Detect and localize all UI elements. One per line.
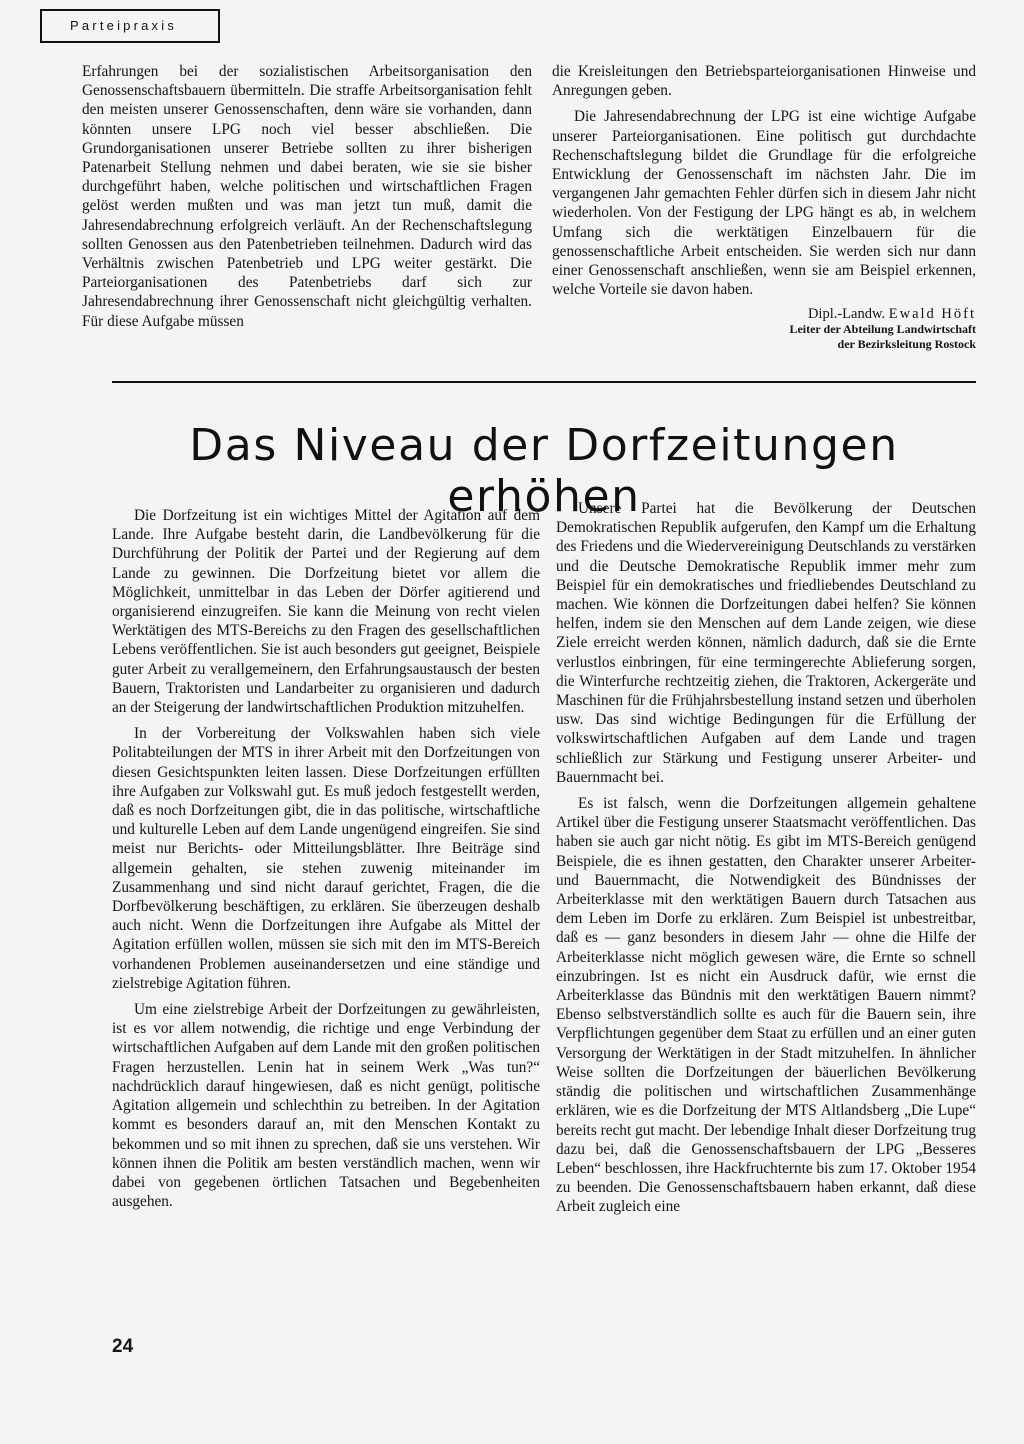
paragraph: Um eine zielstrebige Arbeit der Dorfzeitungen zu gewährleisten, ist es vor allem notwendig, die richtige und enge Verbindung der wirtschaftlichen Aufgaben auf dem Lande mit den großen politischen Fragen herzustellen. Lenin hat in seinem Werk „Was tun?“ nachdrücklich darauf hingewiesen, daß es nicht genügt, politische Agitation allgemein und schlechthin zu betreiben. In der Agitation kommt es besonders darauf an, mit den Menschen Kontakt zu bekommen und so mit ihnen zu sprechen, daß sie uns verstehen. Wir können ihnen die Politik am besten verständlich machen, wenn wir dabei von gegebenen örtlichen Tatsachen und Begebenheiten ausgehen. bbox=[112, 1001, 540, 1211]
article-headline: Das Niveau der Dorfzeitungen erhöhen bbox=[189, 420, 899, 522]
author-name-line bbox=[552, 306, 976, 322]
author-role-line2: der Bezirksleitung Rostock bbox=[837, 337, 976, 352]
article-right-column bbox=[556, 499, 976, 1224]
top-right-column bbox=[552, 62, 976, 352]
paragraph: Unsere Partei hat die Bevölkerung der Deutschen Demokratischen Republik aufgerufen, den Kampf um die Erhaltung des Friedens und die Wiedervereinigung Deutschlands zu verstärken und die Deutsche Demokratische Republik immer mehr zum Beispiel für ein demokratisches und friedliebendes Deutschland zu machen. Wie können die Dorfzeitungen dabei helfen? Sie können helfen, indem sie den Menschen auf dem Lande zeigen, wie diese Ziele erreicht werden können, nämlich dadurch, daß sie die Ernte verlustlos einbringen, für eine termingerechte Ablieferung sorgen, die Winterfurche rechtzeitig ziehen, die Traktoren, Ackergeräte und Maschinen für die Frühjahrsbestellung instand setzen und überholen usw. Das sind wichtige Bedingungen für die Erfüllung der volkswirtschaftlichen Aufgaben auf dem Lande und tragen schließlich zur Stärkung und Festigung unserer Arbeiter- und Bauernmacht bei. bbox=[556, 500, 976, 786]
author-role-line1: Leiter der Abteilung Landwirtschaft bbox=[789, 322, 976, 337]
author-signature bbox=[552, 306, 976, 352]
article-left-column bbox=[112, 506, 540, 1218]
section-divider bbox=[112, 381, 976, 383]
paragraph: Die Jahresendabrechnung der LPG ist eine wichtige Aufgabe unserer Parteiorganisationen. Eine politisch gut durchdachte Rechenschaftslegung bildet die Grundlage für die erfolgreiche Entwicklung der Genossenschaft im nächsten Jahr. Die im vergangenen Jahr gemachten Fehler dürfen sich in diesem Jahr nicht wiederholen. Von der Festigung der LPG hängt es ab, in welchem Umfang sich die werktätigen Einzelbauern für die genossenschaftliche Arbeit entscheiden. Sie werden sich nur dann einer Genossenschaft anschließen, wenn sie am Beispiel erkennen, welche Vorteile sie davon haben. bbox=[552, 108, 976, 299]
paragraph: Erfahrungen bei der sozialistischen Arbeitsorganisation den Genossenschaftsbauern übermitteln. Die straffe Arbeitsorganisation fehlt den meisten unserer Genossenschaften, denn wäre sie vorhanden, dann könnten unsere LPG noch viel besser abschließen. Die Grundorganisationen unserer Betriebe sollten zu ihrer bisherigen Patenarbeit Stellung nehmen und dabei beraten, wie sie sie bisher durchgeführt haben, welche politischen und wirtschaftlichen Fragen gelöst werden mußten und was man jetzt tun muß, damit die Jahresendabrechnung erfolgreich verläuft. An der Rechenschaftslegung sollten Genossen aus den Patenbetrieben teilnehmen. Dadurch wird das Verhältnis zwischen Patenbetrieb und LPG weiter gestärkt. Die Parteiorganisationen des Patenbetriebs darf sich zur Jahresendabrechnung ihrer Genossenschaft nicht gleichgültig verhalten. Für diese Aufgabe müssen bbox=[82, 63, 532, 330]
author-title: Dipl.-Landw. bbox=[807, 306, 886, 323]
top-left-column bbox=[82, 62, 532, 338]
paragraph: Es ist falsch, wenn die Dorfzeitungen allgemein gehaltene Artikel über die Festigung unserer Staatsmacht veröffentlichen. Das haben sie auch gar nicht nötig. Es gibt im MTS-Bereich genügend Beispiele, die es ihnen gestatten, den Charakter unserer Arbeiter- und Bauernmacht, die Notwendigkeit des Bündnisses der Arbeiterklasse mit den werktätigen Bauern durch Tatsachen aus dem Leben im Dorfe zu erklären. Zum Beispiel ist unbestreitbar, daß es — ganz besonders in diesem Jahr — ohne die Hilfe der Arbeiterklasse nicht möglich gewesen wäre, die Ernte so schnell einzubringen. Ist es nicht ein Ausdruck dafür, wie ernst die Arbeiterklasse das Bündnis mit den werktätigen Bauern nimmt? Ebenso selbstverständlich sollte es auch für die Bauern sein, ihre Verpflichtungen gegenüber dem Staat zu erfüllen und an einer guten Versorgung der Werktätigen in der Stadt mitzuhelfen. In ähnlicher Weise sollten die Dorfzeitungen der bäuerlichen Bevölkerung ständig die politischen und wirtschaftlichen Zusammenhänge erklären, wie es die Dorfzeitung der MTS Altlandsberg „Die Lupe“ bereits recht gut macht. Der lebendige Inhalt dieser Dorfzeitung trug dazu bei, daß die Genossenschaftsbauern der LPG „Besseres Leben“ beschlossen, ihre Hackfruchternte bis zum 17. Oktober 1954 zu beenden. Die Genossenschaftsbauern haben erkannt, daß diese Arbeit zugleich eine bbox=[556, 795, 976, 1216]
paragraph: In der Vorbereitung der Volkswahlen haben sich viele Politabteilungen der MTS in ihrer Arbeit mit den Dorfzeitungen von diesen Gesichtspunkten leiten lassen. Diese Dorfzeitungen erfüllten ihre Aufgaben zur Volkswahl gut. Es muß jedoch festgestellt werden, daß es noch Dorfzeitungen gibt, die in das politische, wirtschaftliche und kulturelle Leben auf dem Lande ungenügend eingreifen. Sie sind meist nur Berichts- oder Mitteilungsblätter. Ihre Beiträge sind allgemein gehalten, sie stehen zuwenig miteinander im Zusammenhang und sind nicht darauf gerichtet, Fragen, die die Dorfbevölkerung beschäftigen, zu erklären. Sie überzeugen deshalb auch nicht. Wenn die Dorfzeitungen ihre Aufgabe als Mittel der Agitation erfüllen wollen, müssen sie sich mit den im MTS-Bereich vorhandenen Problemen auseinandersetzen und eine ständige und zielstrebige Agitation führen. bbox=[112, 725, 540, 992]
page-number: 24 bbox=[112, 1336, 134, 1357]
paragraph: Die Dorfzeitung ist ein wichtiges Mittel der Agitation auf dem Lande. Ihre Aufgabe besteht darin, die Landbevölkerung für die Durchführung der Politik der Partei und der Regierung auf dem Lande zu gewinnen. Die Dorfzeitung bietet vor allem die Möglichkeit, unmittelbar in das Leben der Dörfer agitierend und organisierend einzugreifen. Sie kann die Meinung von recht vielen Werktätigen des MTS-Bereichs zu den Fragen des gesellschaftlichen Lebens veröffentlichen. Sie ist auch besonders gut geeignet, Beispiele guter Arbeit zu verallgemeinern, den Erfahrungsaustausch der besten Bauern, Traktoristen und Landarbeiter zu organisieren und dadurch an der Steigerung der landwirtschaftlichen Produktion mitzuhelfen. bbox=[112, 507, 540, 717]
author-name: Ewald Höft bbox=[888, 306, 976, 323]
section-label: Parteipraxis bbox=[40, 9, 220, 43]
paragraph: die Kreisleitungen den Betriebsparteiorganisationen Hinweise und Anregungen geben. bbox=[552, 63, 976, 100]
